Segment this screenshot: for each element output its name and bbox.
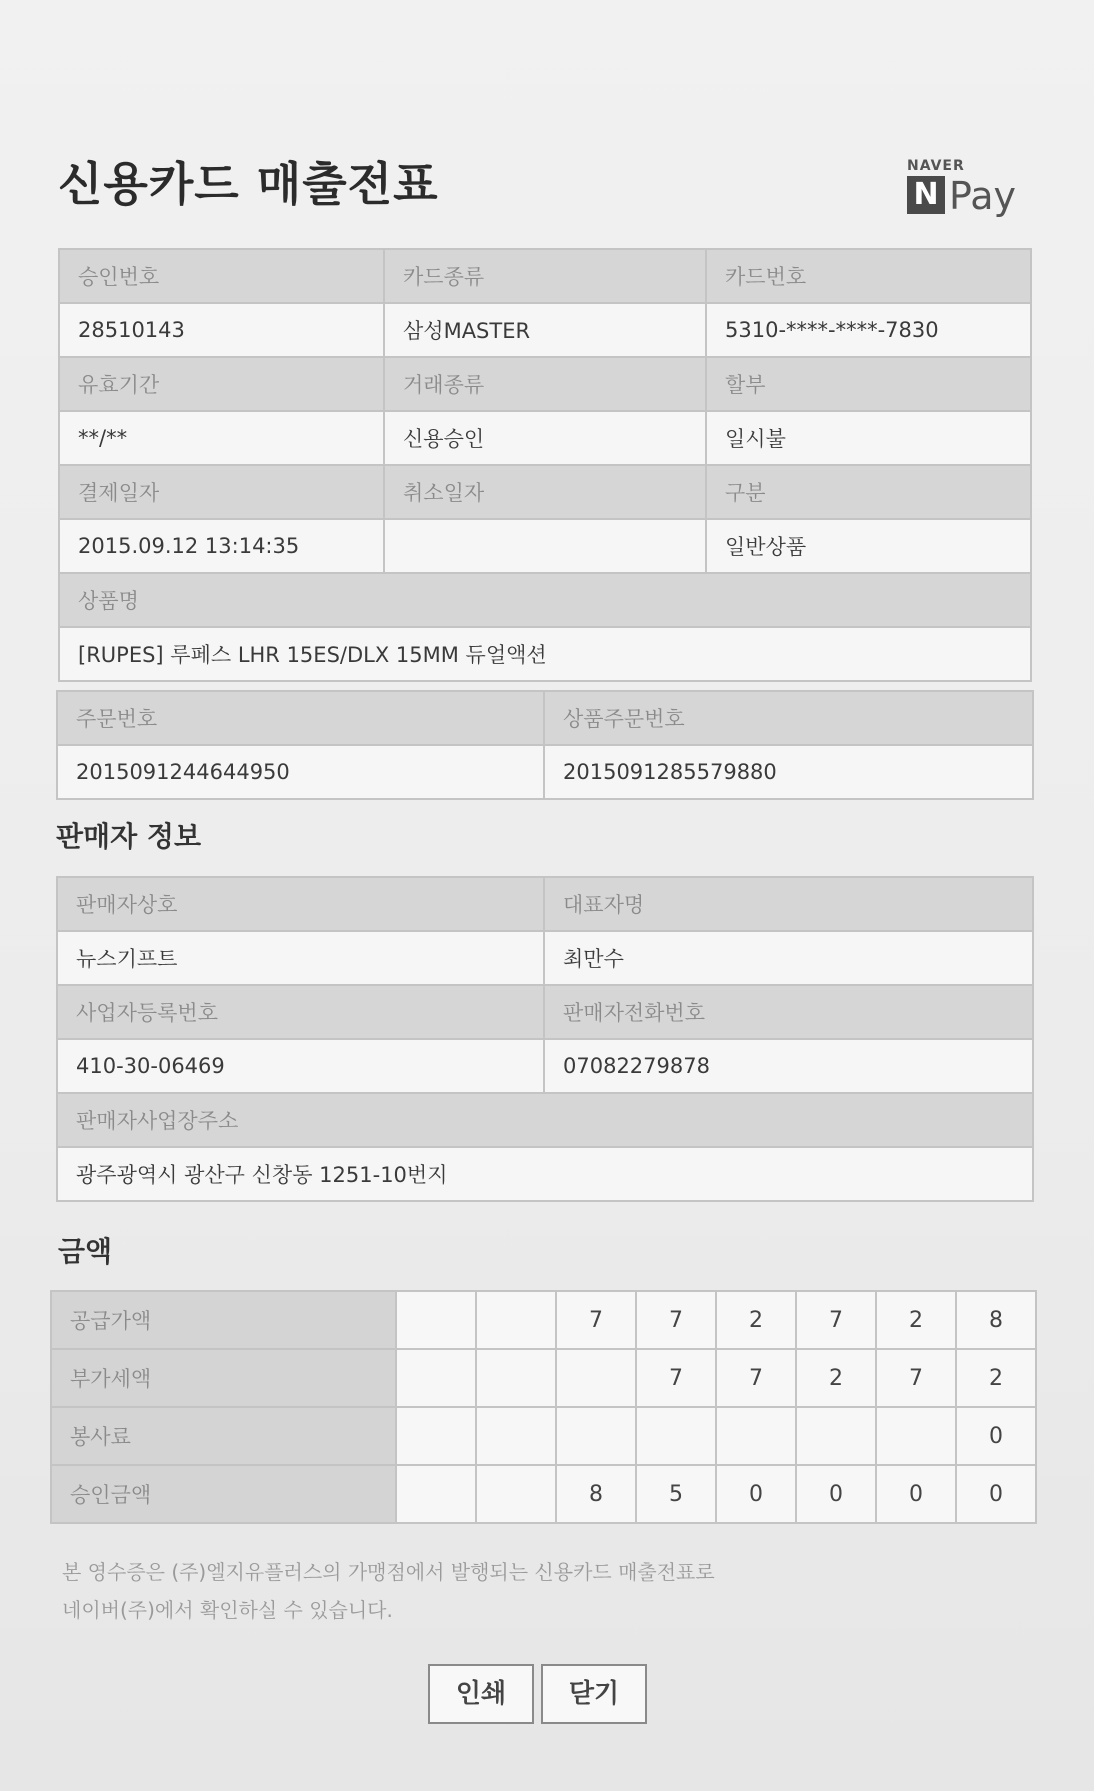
amount-row-label: 봉사료 (51, 1407, 396, 1465)
product-label: 상품명 (59, 573, 1031, 627)
amount-row-label: 공급가액 (51, 1291, 396, 1349)
naver-logo-text: NAVER (907, 158, 965, 174)
notice-line-1: 본 영수증은 (주)엘지유플러스의 가맹점에서 발행되는 신용카드 매출전표로 (62, 1560, 715, 1584)
amount-digit-cell (636, 1407, 716, 1465)
product-value: [RUPES] 루페스 LHR 15ES/DLX 15MM 듀얼액션 (59, 627, 1031, 681)
amount-digit-cell: 7 (636, 1291, 716, 1349)
expiry-label: 유효기간 (59, 357, 384, 411)
cancel-date-value (384, 519, 706, 573)
amount-digit-cell (476, 1407, 556, 1465)
cancel-date-label: 취소일자 (384, 465, 706, 519)
seller-heading: 판매자 정보 (56, 820, 201, 853)
amount-table (50, 1290, 1037, 1524)
amount-digit-cell (476, 1291, 556, 1349)
seller-rep-value: 최만수 (544, 931, 1033, 985)
amount-digit-cell (396, 1291, 476, 1349)
amount-digit-cell (476, 1349, 556, 1407)
notice-line-2: 네이버(주)에서 확인하실 수 있습니다. (62, 1598, 393, 1622)
card-type-value: 삼성MASTER (384, 303, 706, 357)
installment-label: 할부 (706, 357, 1031, 411)
card-no-value: 5310-****-****-7830 (706, 303, 1031, 357)
seller-table (56, 876, 1034, 1202)
amount-row-label: 승인금액 (51, 1465, 396, 1523)
amount-digit-cell (396, 1349, 476, 1407)
n-logo-icon: N (907, 176, 945, 214)
amount-digit-cell: 2 (876, 1291, 956, 1349)
seller-rep-label: 대표자명 (544, 877, 1033, 931)
card-type-label: 카드종류 (384, 249, 706, 303)
seller-address-label: 판매자사업장주소 (57, 1093, 1033, 1147)
biz-no-label: 사업자등록번호 (57, 985, 544, 1039)
amount-digit-cell: 2 (716, 1291, 796, 1349)
seller-phone-value: 07082279878 (544, 1039, 1033, 1093)
order-no-value: 2015091244644950 (57, 745, 544, 799)
amount-digit-cell: 8 (556, 1465, 636, 1523)
amount-digit-cell: 7 (876, 1349, 956, 1407)
amount-digit-cell: 0 (956, 1407, 1036, 1465)
amount-digit-cell (556, 1349, 636, 1407)
pay-date-label: 결제일자 (59, 465, 384, 519)
amount-row (51, 1465, 1036, 1523)
amount-digit-cell (876, 1407, 956, 1465)
amount-digit-cell (716, 1407, 796, 1465)
amount-row (51, 1291, 1036, 1349)
amount-row (51, 1349, 1036, 1407)
seller-name-value: 뉴스기프트 (57, 931, 544, 985)
category-label: 구분 (706, 465, 1031, 519)
pay-date-value: 2015.09.12 13:14:35 (59, 519, 384, 573)
amount-digit-cell: 0 (716, 1465, 796, 1523)
amount-digit-cell (556, 1407, 636, 1465)
print-button[interactable]: 인쇄 (428, 1664, 534, 1724)
expiry-value: **/** (59, 411, 384, 465)
amount-digit-cell (796, 1407, 876, 1465)
card-info-table (58, 248, 1032, 682)
pay-logo-text: Pay (949, 174, 1016, 218)
amount-row (51, 1407, 1036, 1465)
amount-digit-cell: 7 (796, 1291, 876, 1349)
category-value: 일반상품 (706, 519, 1031, 573)
amount-digit-cell (396, 1465, 476, 1523)
page-title: 신용카드 매출전표 (58, 157, 439, 211)
installment-value: 일시불 (706, 411, 1031, 465)
seller-address-value: 광주광역시 광산구 신창동 1251-10번지 (57, 1147, 1033, 1201)
notice-text (62, 1553, 715, 1629)
approval-no-value: 28510143 (59, 303, 384, 357)
card-no-label: 카드번호 (706, 249, 1031, 303)
amount-digit-cell: 7 (636, 1349, 716, 1407)
amount-digit-cell: 7 (556, 1291, 636, 1349)
seller-name-label: 판매자상호 (57, 877, 544, 931)
amount-digit-cell (396, 1407, 476, 1465)
amount-digit-cell: 8 (956, 1291, 1036, 1349)
amount-row-label: 부가세액 (51, 1349, 396, 1407)
order-no-label: 주문번호 (57, 691, 544, 745)
amount-digit-cell: 0 (956, 1465, 1036, 1523)
amount-digit-cell: 2 (796, 1349, 876, 1407)
amount-digit-cell: 2 (956, 1349, 1036, 1407)
amount-digit-cell: 5 (636, 1465, 716, 1523)
trade-type-value: 신용승인 (384, 411, 706, 465)
amount-digit-cell: 7 (716, 1349, 796, 1407)
amount-heading: 금액 (58, 1235, 113, 1268)
amount-digit-cell (476, 1465, 556, 1523)
naver-pay-logo (905, 158, 1025, 222)
approval-no-label: 승인번호 (59, 249, 384, 303)
amount-digit-cell: 0 (796, 1465, 876, 1523)
biz-no-value: 410-30-06469 (57, 1039, 544, 1093)
product-order-no-value: 2015091285579880 (544, 745, 1033, 799)
trade-type-label: 거래종류 (384, 357, 706, 411)
seller-phone-label: 판매자전화번호 (544, 985, 1033, 1039)
product-order-no-label: 상품주문번호 (544, 691, 1033, 745)
order-table (56, 690, 1034, 800)
close-button[interactable]: 닫기 (541, 1664, 647, 1724)
amount-digit-cell: 0 (876, 1465, 956, 1523)
